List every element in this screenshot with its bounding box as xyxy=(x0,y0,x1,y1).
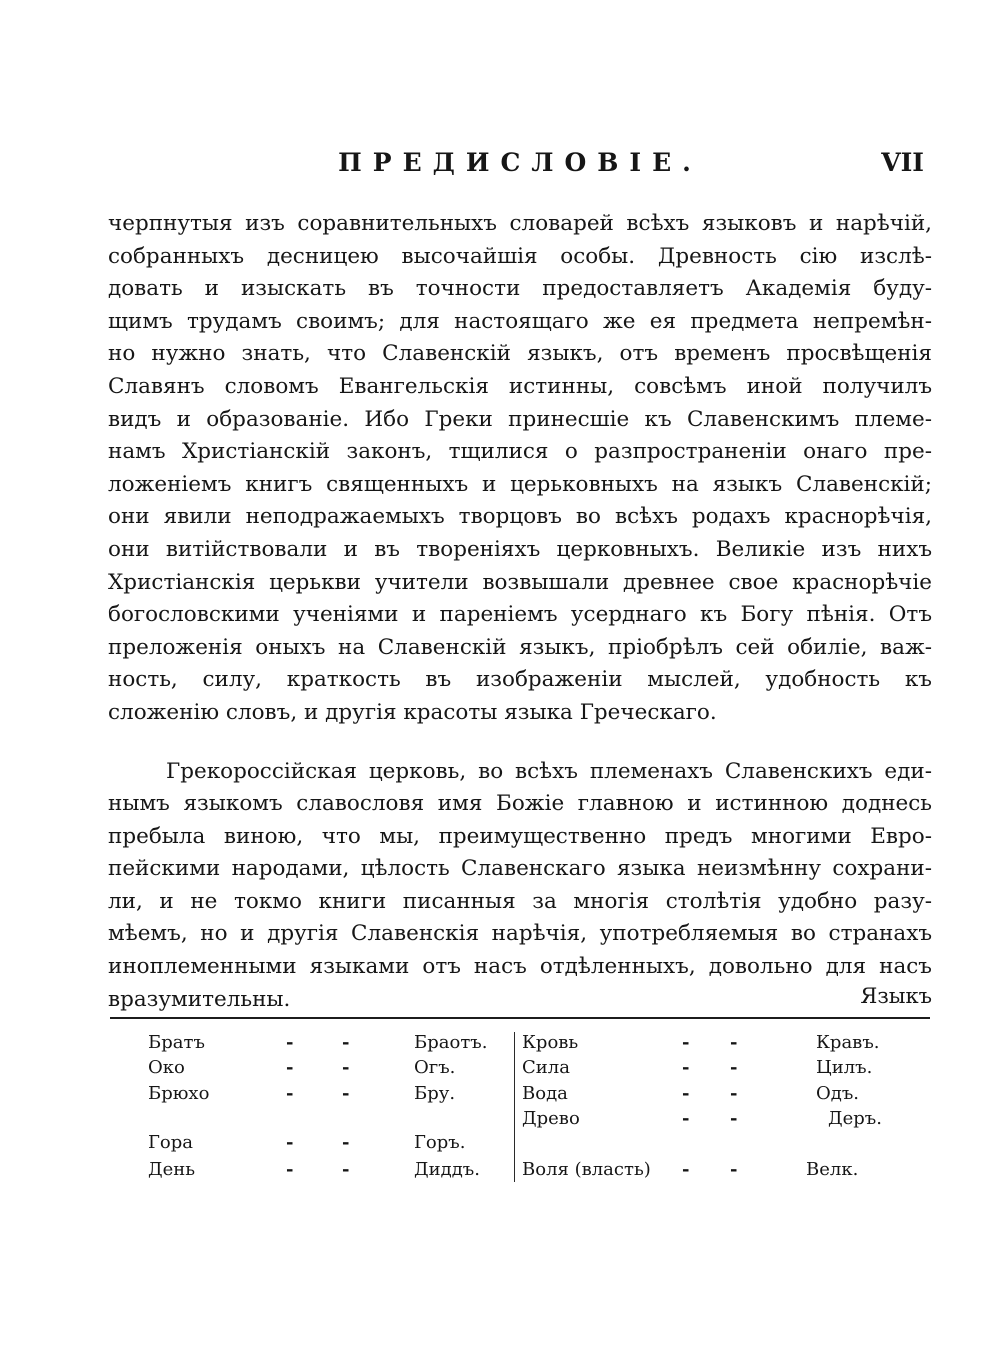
dash: - xyxy=(342,1032,350,1053)
table-variant: Браотъ. xyxy=(414,1032,488,1053)
text-line: намъ Христіанскій законъ, тщилися о разпространеніи онаго пре- xyxy=(108,439,932,465)
paragraph-2 xyxy=(108,756,932,1017)
column-divider xyxy=(514,1032,515,1182)
table-variant: Велк. xyxy=(806,1159,859,1180)
dash: - xyxy=(730,1057,738,1078)
table-word: Братъ xyxy=(148,1032,205,1053)
text-line: они явили неподражаемыхъ творцовъ во всѣхъ родахъ краснорѣчія, xyxy=(108,504,932,530)
table-variant: Цилъ. xyxy=(816,1057,873,1078)
dash: - xyxy=(286,1159,294,1180)
table-word: Древо xyxy=(522,1108,580,1129)
table-word: Око xyxy=(148,1057,185,1078)
dash: - xyxy=(682,1083,690,1104)
text-line: они витійствовали и въ твореніяхъ церковныхъ. Великіе изъ нихъ xyxy=(108,536,932,562)
dash: - xyxy=(682,1159,690,1180)
table-variant: Одъ. xyxy=(816,1083,860,1104)
dash: - xyxy=(682,1057,690,1078)
dash: - xyxy=(286,1132,294,1153)
text-line: ли, и не токмо книги писанныя за многія столѣтія удобно разу- xyxy=(108,888,932,914)
dash: - xyxy=(286,1032,294,1053)
text-line: но нужно знать, что Славенскій языкъ, отъ временъ просвѣщенія xyxy=(108,341,932,367)
table-word: Кровь xyxy=(522,1032,579,1053)
text-line: Грекороссійская церковь, во всѣхъ племенахъ Славенскихъ еди- xyxy=(166,758,932,784)
paragraph-gap xyxy=(108,730,932,756)
text-line: собранныхъ десницею высочайшія особы. Древность сію изслѣ- xyxy=(108,243,932,269)
table-word: Вода xyxy=(522,1083,568,1104)
table-word: Воля (власть) xyxy=(522,1159,651,1180)
text-line: Славянъ словомъ Евангельскія истинны, совсѣмъ иной получилъ xyxy=(108,373,932,399)
table-variant: Бру. xyxy=(414,1083,456,1104)
body-text xyxy=(108,208,932,1016)
text-line: ность, силу, краткость въ изображеніи мыслей, удобность къ xyxy=(108,667,932,693)
paragraph-1 xyxy=(108,208,932,730)
dash: - xyxy=(342,1159,350,1180)
dash: - xyxy=(730,1159,738,1180)
table-word: Брюхо xyxy=(148,1083,210,1104)
text-line: вразумительны. xyxy=(108,986,291,1012)
text-line: щимъ трудамъ своимъ; для настоящаго же ея предмета непремѣн- xyxy=(108,308,932,334)
table-variant: Деръ. xyxy=(828,1108,882,1129)
text-line: пребыла виною, что мы, преимущественно предъ многими Евро- xyxy=(108,823,932,849)
running-head xyxy=(108,148,932,184)
table-top-rule xyxy=(110,1017,930,1019)
table-variant: Огъ. xyxy=(414,1057,456,1078)
text-line: мѣемъ, но и другія Славенскія нарѣчія, употребляемыя во странахъ xyxy=(108,921,932,947)
text-line: видъ и образованіе. Ибо Греки принесшіе къ Славенскимъ племе- xyxy=(108,406,932,432)
text-line: богословскими ученіями и пареніемъ усерднаго къ Богу пѣнія. Отъ xyxy=(108,602,932,628)
catchword: Языкъ xyxy=(860,984,932,1008)
table-word: День xyxy=(148,1159,196,1180)
text-line: преложенія оныхъ на Славенскій языкъ, пріобрѣлъ сей обиліе, важ- xyxy=(108,634,932,660)
dash: - xyxy=(730,1108,738,1129)
dash: - xyxy=(342,1057,350,1078)
text-line: довать и изыскать въ точности предоставляетъ Академія буду- xyxy=(108,276,932,302)
dash: - xyxy=(682,1032,690,1053)
page-title: ПРЕДИСЛОВІЕ. xyxy=(338,148,702,177)
dash: - xyxy=(286,1083,294,1104)
table-variant: Горъ. xyxy=(414,1132,466,1153)
text-line: сложенію словъ, и другія красоты языка Греческаго. xyxy=(108,699,717,725)
page-number: VII xyxy=(881,148,924,177)
dash: - xyxy=(342,1132,350,1153)
dash: - xyxy=(682,1108,690,1129)
table-word: Гора xyxy=(148,1132,194,1153)
dash: - xyxy=(730,1083,738,1104)
text-line: нымъ языкомъ славословя имя Божіе главною и истинною доднесь xyxy=(108,791,932,817)
text-line: ложеніемъ книгъ священныхъ и церьковныхъ на языкъ Славенскій; xyxy=(108,471,932,497)
table-variant: Кравъ. xyxy=(816,1032,880,1053)
text-line: Христіанскія церькви учители возвышали древнее свое краснорѣчіе xyxy=(108,569,932,595)
text-line: пейскими народами, цѣлость Славенскаго языка неизмѣнну сохрани- xyxy=(108,856,932,882)
text-line: иноплеменными языками отъ насъ отдѣленныхъ, довольно для насъ xyxy=(108,954,932,980)
dash: - xyxy=(730,1032,738,1053)
dash: - xyxy=(286,1057,294,1078)
word-comparison-table xyxy=(110,1028,930,1198)
dash: - xyxy=(342,1083,350,1104)
table-variant: Диддъ. xyxy=(414,1159,480,1180)
table-word: Сила xyxy=(522,1057,570,1078)
text-line: черпнутыя изъ соравнительныхъ словарей всѣхъ языковъ и нарѣчій, xyxy=(108,211,932,236)
